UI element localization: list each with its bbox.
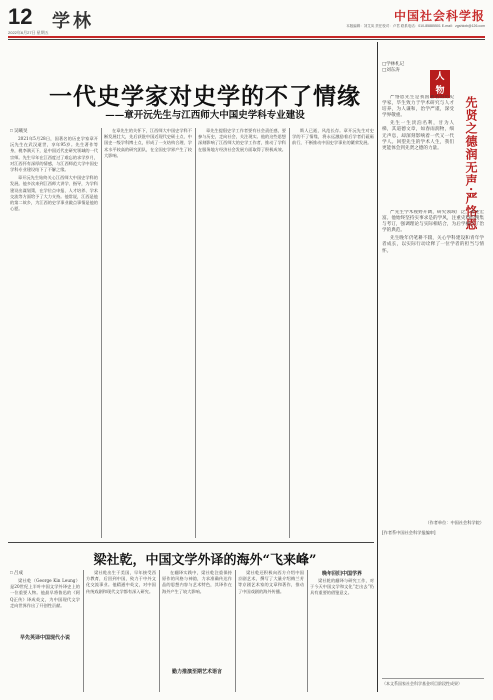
article2-col-4 (238, 570, 304, 692)
sidebar-para: 先生一生淡泊名利，甘为人梯，其道德文章，如春雨润物，细无声息，却深刻影响着一代又一代学人。回望先生的学术人生，我们更能体会到先贤之德的力量。 (382, 121, 454, 151)
column-divider (289, 128, 290, 538)
sidebar-label-line: □学林札记 (382, 62, 405, 67)
sidebar-divider (377, 42, 378, 692)
article1-title: 一代史学家对史学的不了情缘 (49, 83, 361, 110)
sidebar-para: 严先生学术视野开阔，研究领域广泛，著述宏富。他始终坚持实事求是的学风，注重史料的搜集与考订，强调理论与实际相结合，为后学树立了治学的典范。 (382, 210, 484, 234)
sidebar-label (382, 62, 427, 74)
article2-para: 梁社乾（George Kin Leung）是20世纪上半叶中国文学外译史上的一位重要人物。他最早将鲁迅的《阿Q正传》译成英文，为中国现代文学走向世界作出了开创性贡献。 (10, 578, 80, 608)
article1-para: 章开沅先生始终关心江西师大中国史学科的发展。他多次来到江西师大讲学、指导，为学科建设出谋划策，在学位点申报、人才培养、学术交流等方面给予了大力支持。他常说，江西是他的第二故乡，为江西的史学事业做点事情是他的心愿。 (10, 175, 98, 212)
article2-subhead: 早先英译中国现代小说 (19, 635, 70, 641)
sidebar-para: 先生晚年仍笔耕不辍，关心学科建设和青年学者成长，以实际行动诠释了一位学者的担当与情怀。 (382, 236, 484, 254)
column-divider (101, 128, 102, 538)
article1-para: 斯人已逝，风范长存。章开沅先生对史学的不了情缘，将永远激励着后学者们砥砺前行，不断推动中国史学事业的繁荣发展。 (292, 128, 374, 146)
masthead-rule-thin (8, 39, 485, 40)
editor-contacts: 本版编辑：刘艾凤 责任校对：卢君 联系电话：010-85885501 E-mail：zgshkxb@126.com (346, 24, 485, 28)
article1-col-3 (198, 128, 286, 538)
sidebar-para: 严恪恩先生是我国著名的历史学家，毕生致力于学术研究与人才培养，为人谦和，治学严谨，深受学界敬重。 (382, 95, 454, 119)
article2-col-5 (310, 578, 374, 692)
sidebar-body-bottom (382, 210, 484, 520)
page-number: 12 (8, 4, 33, 29)
article1-subtitle: ——章开沅先生与江西师大中国史学科专业建设 (105, 110, 305, 121)
sidebar-signature: （作者单位：中国社会科学院） (425, 520, 484, 525)
article2-para: 梁社乾的翻译与研究工作，对于今天中国文学和文化“走出去”仍具有重要的借鉴意义。 (310, 578, 374, 596)
column-divider (195, 128, 196, 538)
article2-title: 梁社乾，中国文学外译的海外“飞来峰” (93, 553, 317, 568)
article1-para: 2021年5月28日，国著名的历史学家章开沅先生在武汉逝世，享年95岁。先生著作等身，桃李满天下，是中国近代史研究领域的一代宗师。先生早年在江西度过了难忘的求学岁月，对江西怀有深厚的情感，与江西师范大学中国史学科专业建设结下了不解之缘。 (10, 136, 98, 173)
article2-col-3 (162, 570, 232, 666)
article1-col-4 (292, 128, 374, 538)
section-title: 学林 (52, 11, 94, 32)
article2-col-2 (86, 570, 156, 692)
article2-footnote: （本文系国家社会科学基金项目阶段性成果） (382, 678, 484, 687)
masthead (8, 6, 485, 34)
paper-name: 中国社会科学报 (393, 9, 485, 23)
article1-col-1 (10, 136, 98, 538)
article1-byline: □ 吴曦旻 (10, 128, 28, 133)
article1-para: 章先生提倡史学工作者要有社会责任感，要参与历史，走向社会，关注现实。他的这些思想深刻影响了江西师大的史学工作者，推动了学科在服务地方经济社会发展方面取得了积极成效。 (198, 128, 286, 152)
sidebar-author: □刘东涛 (382, 68, 400, 73)
article2-subhead: 勤力推演至期艺术语言 (171, 669, 222, 675)
article-separator (8, 542, 374, 543)
issue-date: 2022年6月27日 星期五 (8, 30, 49, 35)
column-divider (307, 570, 308, 692)
sidebar-badge-char: 人 (435, 72, 445, 82)
article2-byline: □ 吕成 (10, 570, 23, 575)
article2-para: 梁社乾还积极向西方介绍中国京剧艺术，撰写了大量介绍梅兰芳等京剧艺术家的文章和著作，推动了中国戏剧的海外传播。 (238, 570, 304, 594)
column-divider (235, 570, 236, 692)
column-divider (159, 570, 160, 692)
masthead-rule (8, 36, 485, 38)
sidebar-badge-char: 物 (435, 86, 445, 96)
sidebar-headline: 先贤之德润无声·严恪恩 (464, 96, 478, 232)
sidebar-badge (430, 70, 450, 98)
article1-para: 在章先生的关怀下，江西师大中国史学科不断发展壮大，先后获批中国近现代史硕士点、中国史一级学科博士点，形成了一支结构合理、学术水平较高的研究团队，在全国史学界产生了较大影响。 (104, 128, 192, 158)
article1-col-2 (104, 128, 192, 538)
column-divider (83, 570, 84, 692)
sidebar-editor-note: [作者系中国社会科学报编审] (382, 530, 436, 535)
article2-subhead: 晚年回归中国学界 (321, 571, 362, 577)
article2-para: 在翻译实践中，梁社乾注重保持原作的风格与神韵，力求准确传达作品的思想内容与艺术特色，其译作在海外产生了较大影响。 (162, 570, 232, 594)
article2-para: 梁社乾出生于美国，早年接受西方教育，后回到中国，致力于中外文化交流事业。他精通中英文，对中国传统戏剧和现代文学都有深入研究。 (86, 570, 156, 594)
